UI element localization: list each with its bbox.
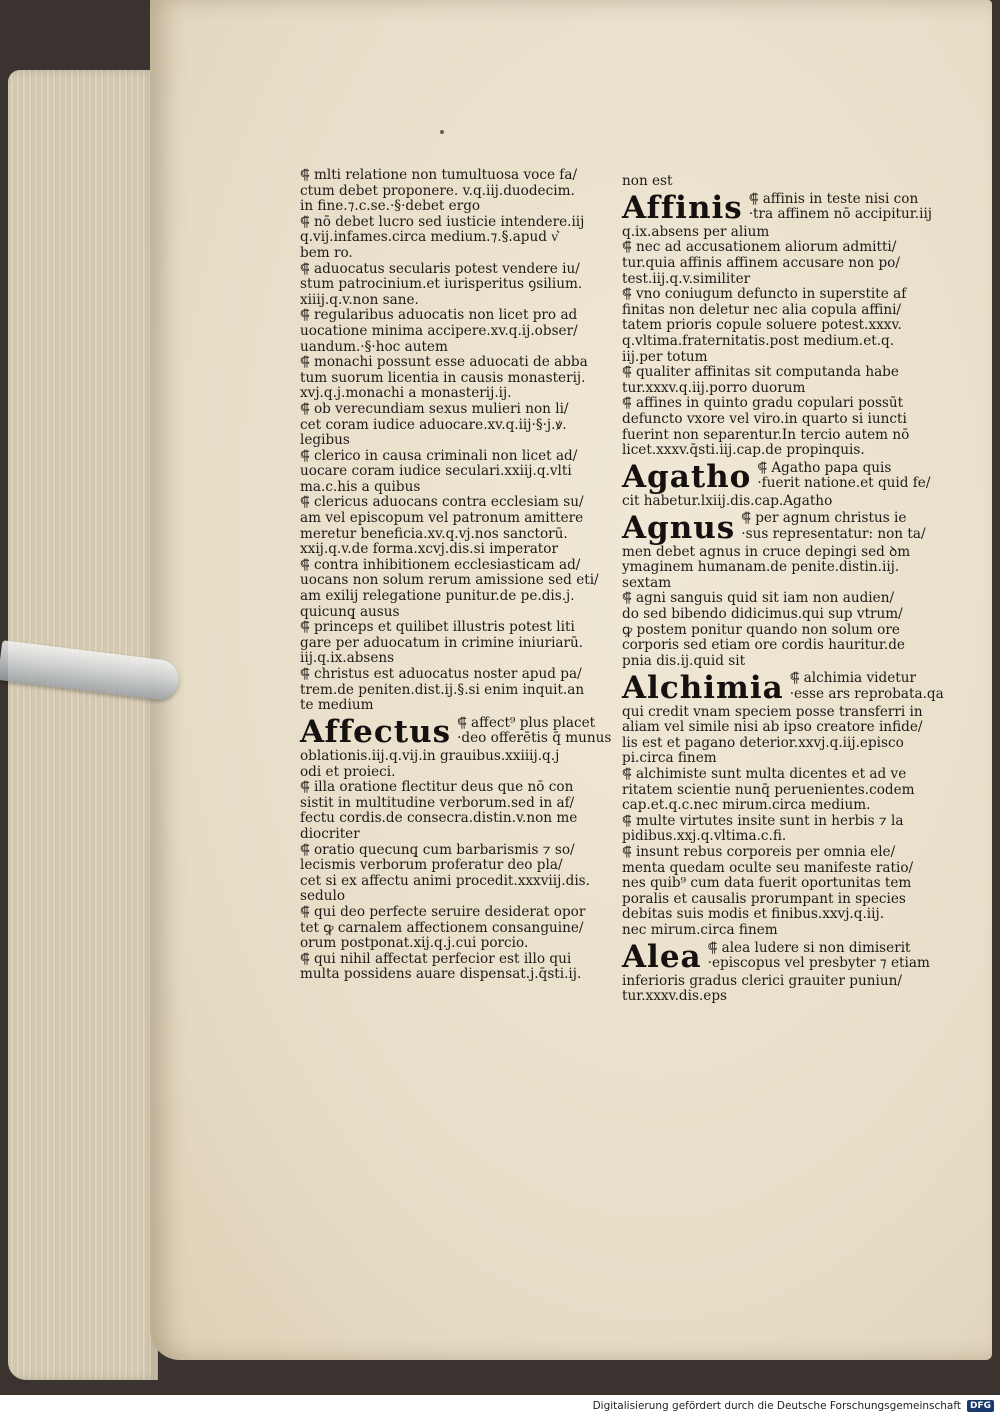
text-line: tur.xxxv.q.iij.porro duorum — [622, 380, 806, 396]
text-line: ⸿ nō debet lucro sed iusticie intendere.iij — [300, 214, 585, 230]
entry-alchimia — [622, 669, 944, 706]
text-line: pi.circa finem — [622, 751, 717, 767]
entry-affectus — [300, 713, 622, 750]
heading-alchimia: Alchimia — [622, 669, 784, 706]
alchimia-heading-text — [784, 671, 944, 702]
text-line: ritatem scientie nunq̄ peruenientes.codem — [622, 782, 915, 798]
text-line: diocriter — [300, 826, 360, 842]
left-column-lines-b — [300, 749, 622, 983]
text-line: trem.de peniten.dist.ij.§.si enim inquit.an — [300, 682, 585, 698]
affinis-heading-text — [743, 192, 942, 223]
text-line: ⸿ qualiter affinitas sit computanda habe — [622, 365, 899, 381]
heading-text-line: ·deo offerētis q̄ munus — [457, 731, 612, 747]
text-line: ⸿ affines in quinto gradu copulari possūt — [622, 396, 904, 412]
text-line: corporis sed etiam ore cordis hauritur.de — [622, 638, 905, 654]
heading-text-line: ⸿ alea ludere si non dimiserit — [707, 940, 911, 956]
text-line: ⸿ clericus aduocans contra ecclesiam su/ — [300, 495, 584, 511]
text-line: ⸿ princeps et quilibet illustris potest liti — [300, 620, 575, 636]
text-line: tet ꝙ carnalem affectionem consanguine/ — [300, 920, 584, 936]
text-line: quicunq̧ ausus — [300, 604, 400, 620]
text-line: menta quedam oculte seu manifeste ratio/ — [622, 860, 914, 876]
heading-text-line: ⸿ alchimia videtur — [789, 671, 916, 687]
text-line: odi et proieci. — [300, 764, 396, 780]
left-text-column — [300, 168, 622, 983]
text-line: xvj.q.j.monachi a monasterij.ij. — [300, 386, 512, 402]
text-line: ⸿ qui deo perfecte seruire desiderat opor — [300, 904, 586, 920]
text-line: am exilij relegatione punitur.de pe.dis.j. — [300, 589, 575, 605]
footer-credit-text: Digitalisierung gefördert durch die Deutsche Forschungsgemeinschaft — [592, 1400, 961, 1412]
agnus-heading-text — [735, 511, 942, 542]
text-line: nec mirum.circa finem — [622, 922, 778, 938]
text-line: pidibus.xxj.q.vltima.c.fi. — [622, 829, 787, 845]
text-line: stum patrocinium.et iurisperitus ꝯsilium. — [300, 277, 583, 293]
entry-agatho — [622, 458, 942, 495]
text-line: tur.xxxv.dis.eps — [622, 989, 727, 1005]
text-line: ⸿ oratio quecunq̧ cum barbarismis ⁊ so/ — [300, 842, 575, 858]
footer-bar — [0, 1395, 1000, 1417]
text-line: non est — [622, 174, 673, 189]
text-line: cap.et.q.c.nec mirum.circa medium. — [622, 798, 871, 814]
text-line: uocatione minima accipere.xv.q.ij.obser/ — [300, 323, 578, 339]
text-line: sedulo — [300, 889, 346, 905]
text-line: q.vij.infames.circa medium.⁊.§.apud v͛ — [300, 230, 559, 246]
text-line: uocans non solum rerum amissione sed eti/ — [300, 573, 599, 589]
text-line: uandum.·§·hoc autem — [300, 339, 448, 355]
text-line: ⸿ alchimiste sunt multa dicentes et ad ve — [622, 766, 907, 782]
text-line: ꝙ postem ponitur quando non solum ore — [622, 622, 900, 638]
text-line: xxij.q.v.de forma.xcvj.dis.si imperator — [300, 542, 558, 558]
text-line: licet.xxxv.q̄sti.iij.cap.de propinquis. — [622, 443, 865, 459]
book-page-edges — [8, 70, 158, 1380]
text-line: fectu cordis.de consecra.distin.v.non me — [300, 811, 578, 827]
text-line: tur.quia affinis affinem accusare non po/ — [622, 255, 900, 271]
entry-alea — [622, 938, 942, 975]
text-line: uocare coram iudice seculari.xxiij.q.vlti — [300, 464, 572, 480]
right-column-lines-e — [622, 974, 942, 1005]
text-line: ⸿ illa oratione flectitur deus que nō con — [300, 780, 574, 796]
text-line: bem ro. — [300, 245, 353, 261]
text-line: defuncto vxore vel viro.in quarto si iuncti — [622, 411, 907, 427]
text-line: finitas non deletur nec alia copula affini/ — [622, 302, 902, 318]
text-line: q.ix.absens per alium — [622, 224, 770, 240]
text-line: qui credit vnam speciem posse transferri in — [622, 704, 923, 720]
entry-agnus — [622, 509, 942, 546]
text-line: debitas suis modis et finibus.xxvj.q.iij. — [622, 907, 885, 923]
text-line: sistit in multitudine verborum.sed in af/ — [300, 795, 575, 811]
heading-text-line: ·tra affinem nō accipitur.iij — [748, 207, 933, 223]
text-line: ⸿ aduocatus secularis potest vendere iu/ — [300, 261, 580, 277]
text-line: men debet agnus in cruce depingi sed ꝺm — [622, 544, 911, 560]
heading-text-line: ⸿ affect⁹ plus placet — [457, 715, 596, 731]
text-line: poralis et causalis prorumpant in species — [622, 891, 906, 907]
page-mark — [440, 130, 444, 134]
text-line: ⸿ monachi possunt esse aduocati de abba — [300, 355, 588, 371]
text-line: ⸿ contra inhibitionem ecclesiasticam ad/ — [300, 557, 581, 573]
text-line: cet coram iudice aduocare.xv.q.iij·§·j.ꝟ. — [300, 417, 567, 433]
text-line: lecismis verborum proferatur deo pla/ — [300, 858, 563, 874]
heading-text-line: ·episcopus vel presbyter ⁊ etiam — [707, 956, 930, 972]
text-line: fuerint non separentur.In tercio autem nō — [622, 427, 910, 443]
text-line: iij.q.ix.absens — [300, 651, 395, 667]
text-line: cet si ex affectu animi procedit.xxxviij.dis. — [300, 873, 590, 889]
heading-text-line: ·sus representatur: non ta/ — [741, 527, 926, 543]
text-line: xiiij.q.v.non sane. — [300, 292, 419, 308]
text-line: am vel episcopum vel patronum amittere — [300, 511, 584, 527]
text-line: in fine.⁊.c.se.·§·debet ergo — [300, 199, 481, 215]
text-line: ⸿ clerico in causa criminali non licet ad/ — [300, 448, 578, 464]
right-text-column — [622, 168, 942, 1005]
right-column-lines-c — [622, 545, 942, 670]
text-line: ma.c.his a quibus — [300, 479, 421, 495]
text-line: ⸿ agni sanguis quid sit iam non audien/ — [622, 591, 895, 607]
text-line: orum postponat.xij.q.j.cui porcio. — [300, 936, 529, 952]
heading-text-line: ·esse ars reprobata.qa — [789, 687, 944, 702]
text-line: ⸿ regularibus aduocatis non licet pro ad — [300, 308, 578, 324]
right-column-lines-a — [622, 225, 942, 459]
heading-agnus: Agnus — [622, 509, 736, 546]
text-line: ⸿ nec ad accusationem aliorum admitti/ — [622, 240, 897, 256]
text-line: legibus — [300, 433, 350, 449]
text-line: ymaginem humanam.de penite.distin.iij. — [622, 560, 900, 576]
right-column-lines-b — [622, 494, 942, 510]
text-line: ⸿ vno coniugum defuncto in superstite af — [622, 287, 907, 303]
text-line: inferioris gradus clerici grauiter puniun/ — [622, 973, 902, 989]
text-line: aliam vel simile nisi ab ipso creatore infide/ — [622, 720, 923, 736]
text-line: ⸿ ob verecundiam sexus mulieri non li/ — [300, 401, 569, 417]
text-line: ⸿ mlti relatione non tumultuosa voce fa/ — [300, 168, 578, 183]
text-line: do sed bibendo didicimus.qui sup vtrum/ — [622, 607, 903, 623]
text-line: pnia dis.ij.quid sit — [622, 653, 746, 669]
heading-affinis: Affinis — [622, 189, 743, 226]
agatho-heading-text — [751, 461, 942, 492]
text-line: iij.per totum — [622, 349, 708, 365]
text-line: q.vltima.fraternitatis.post medium.et.q. — [622, 333, 895, 349]
left-column-lines-a — [300, 168, 622, 714]
text-line: gare per aduocatum in crimine iniuriarū. — [300, 635, 584, 651]
heading-text-line: ⸿ per agnum christus ie — [741, 511, 907, 527]
text-line: lis est et pagano deterior.xxvj.q.iij.episco — [622, 735, 904, 751]
entry-affinis — [622, 189, 942, 226]
heading-text-line: ⸿ Agatho papa quis — [757, 460, 892, 476]
heading-affectus: Affectus — [300, 713, 452, 750]
text-line: ⸿ multe virtutes insite sunt in herbis ⁊ la — [622, 813, 904, 829]
heading-alea: Alea — [622, 938, 702, 975]
text-line: multa possidens auare dispensat.j.q̄sti.ij. — [300, 967, 582, 983]
text-line: sextam — [622, 575, 672, 591]
heading-text-line: ·fuerit natione.et quid fe/ — [757, 476, 931, 492]
text-line: ctum debet proponere. v.q.iij.duodecim. — [300, 183, 575, 199]
text-line: oblationis.iij.q.vij.in grauibus.xxiiij.q.j — [300, 748, 560, 764]
text-line: ⸿ insunt rebus corporeis per omnia ele/ — [622, 844, 896, 860]
heading-text-line: ⸿ affinis in teste nisi con — [748, 191, 919, 207]
alea-heading-text — [702, 941, 942, 972]
text-line: ⸿ christus est aduocatus noster apud pa/ — [300, 667, 582, 682]
text-line: ⸿ qui nihil affectat perfecior est illo qui — [300, 951, 572, 967]
heading-agatho: Agatho — [622, 458, 752, 495]
text-line: tum suorum licentia in causis monasterij. — [300, 370, 586, 386]
text-line: meretur beneficia.xv.q.vj.nos sanctorū. — [300, 526, 568, 542]
text-line: cit habetur.lxiij.dis.cap.Agatho — [622, 493, 833, 509]
text-line: te medium — [300, 698, 374, 714]
dfg-logo: DFG — [967, 1400, 994, 1412]
right-column-lines-d — [622, 705, 942, 939]
text-line: nes quib⁹ cum data fuerit oportunitas tem — [622, 876, 912, 892]
text-line: tatem prioris copule soluere potest.xxxv. — [622, 318, 902, 334]
text-line: test.iij.q.v.similiter — [622, 271, 751, 287]
affectus-heading-text — [451, 716, 622, 747]
